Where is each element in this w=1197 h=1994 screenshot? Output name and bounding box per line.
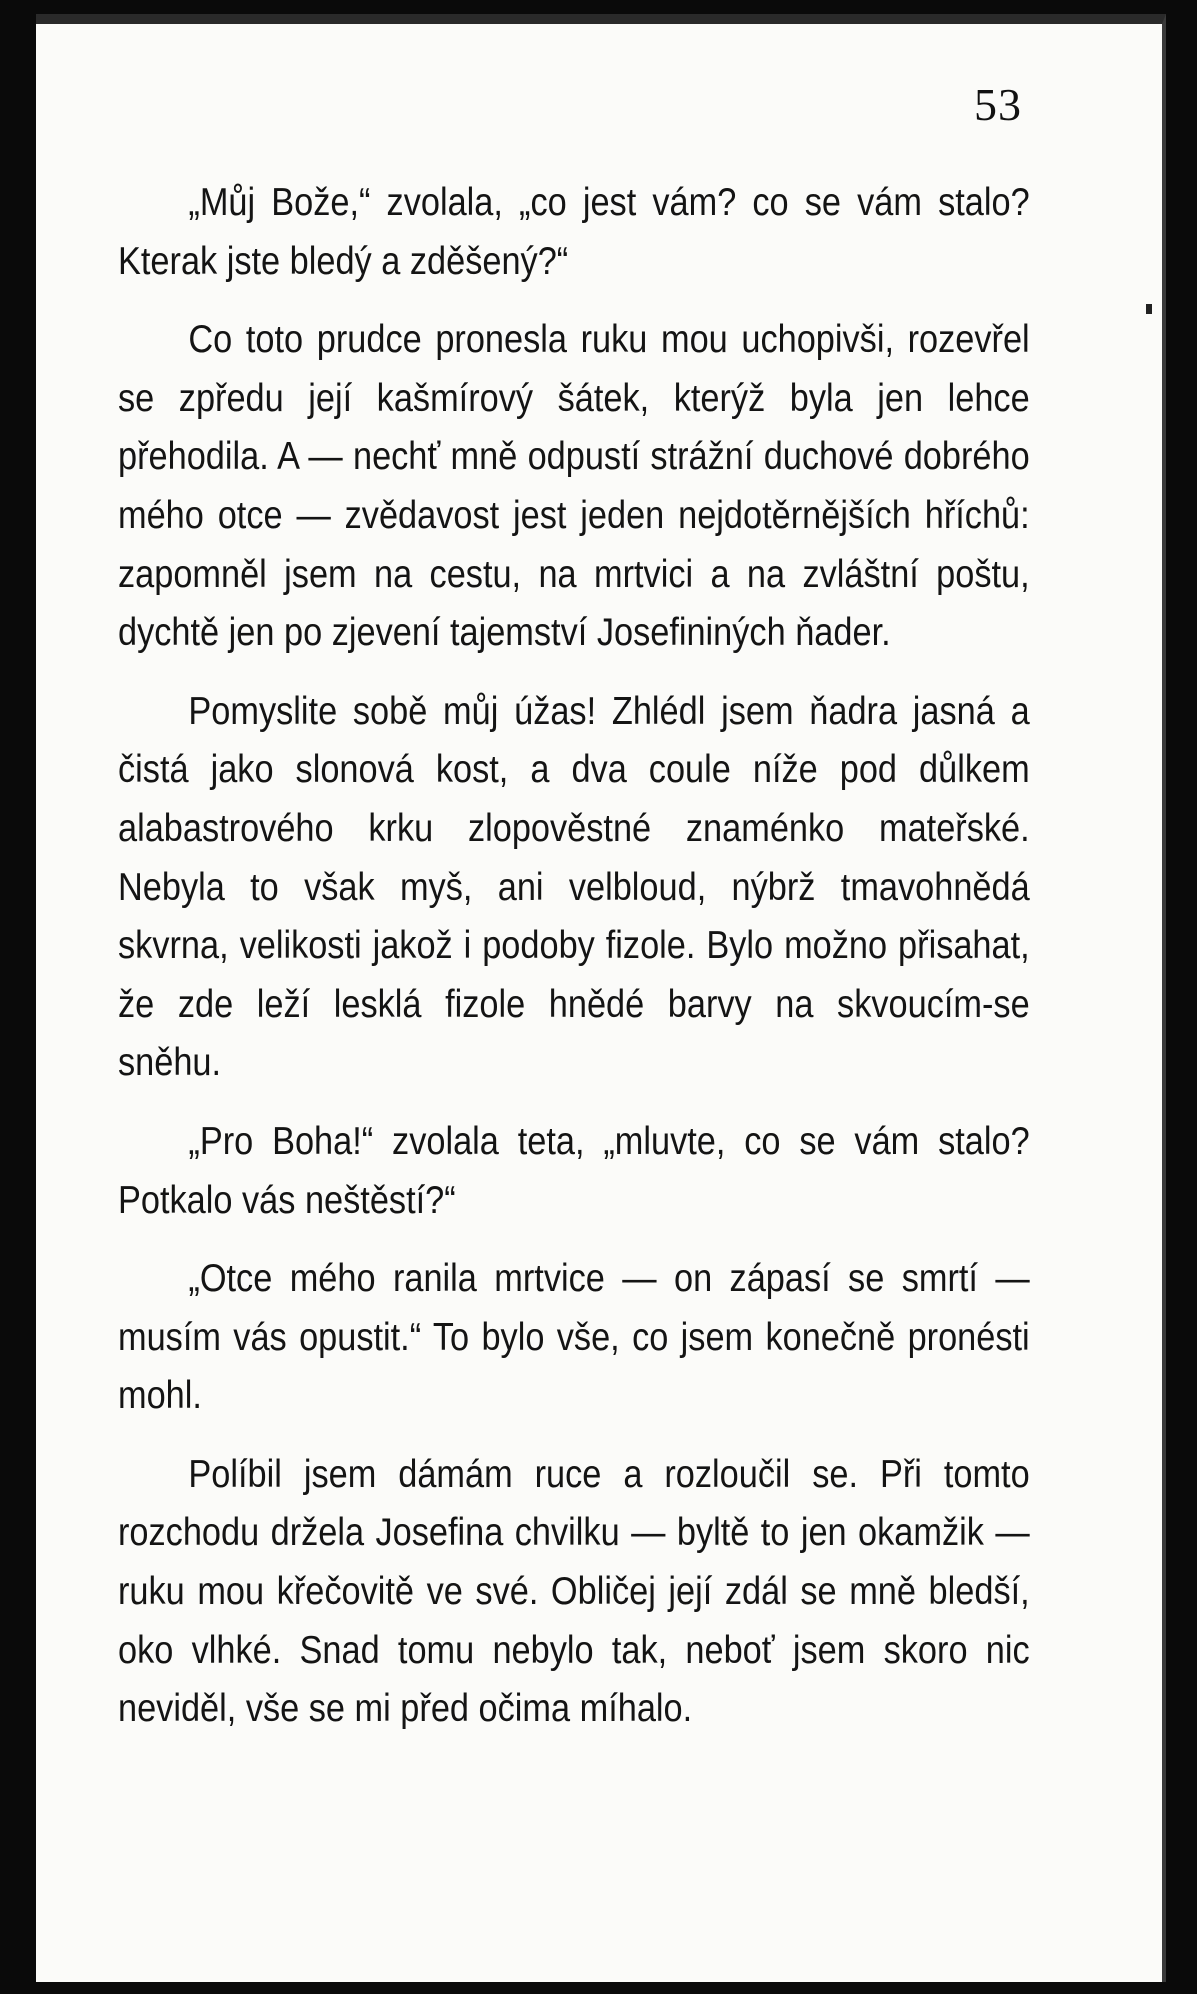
paragraph: Políbil jsem dámám ruce a rozloučil se. Při tomto rozchodu držela Josefina chvilku — byltě to jen okamžik — ruku mou křečovitě ve své. Obličej její zdál se mně bledší, oko vlhké. Snad tomu nebylo tak, neboť jsem skoro nic neviděl, vše se mi před očima míhalo. (118, 1452, 1030, 1731)
paragraph: „Otce mého ranila mrtvice — on zápasí se smrtí — musím vás opustit.“ To bylo vše, co jsem konečně pronésti mohl. (118, 1257, 1030, 1418)
book-page (36, 14, 1166, 1982)
paragraph: Pomyslite sobě můj úžas! Zhlédl jsem ňadra jasná a čistá jako slonová kost, a dva coule níže pod důlkem alabastrového krku zlopověstné znaménko mateřské. Nebyla to však myš, ani velbloud, nýbrž tmavohnědá skvrna, velikosti jakož i podoby fizole. Bylo možno přisahat, že zde leží lesklá fizole hnědé barvy na skvoucím-se sněhu. (118, 689, 1030, 1085)
body-text (118, 174, 1030, 1739)
paragraph: „Pro Boha!“ zvolala teta, „mluvte, co se vám stalo? Potkalo vás neštěstí?“ (118, 1119, 1030, 1222)
page-number: 53 (974, 79, 1022, 130)
scan-speck (1146, 304, 1152, 314)
paragraph: „Můj Bože,“ zvolala, „co jest vám? co se vám stalo? Kterak jste bledý a zděšený?“ (118, 181, 1030, 283)
paragraph: Co toto prudce pronesla ruku mou uchopivši, rozevřel se zpředu její kašmírový šátek, kterýž byla jen lehce přehodila. A — nechť mně odpustí strážní duchové dobrého mého otce — zvědavost jest jeden nejdotěrnějších hříchů: zapomněl jsem na cestu, na mrtvici a na zvláštní poštu, dychtě jen po zjevení tajemství Josefininých ňader. (118, 318, 1030, 655)
